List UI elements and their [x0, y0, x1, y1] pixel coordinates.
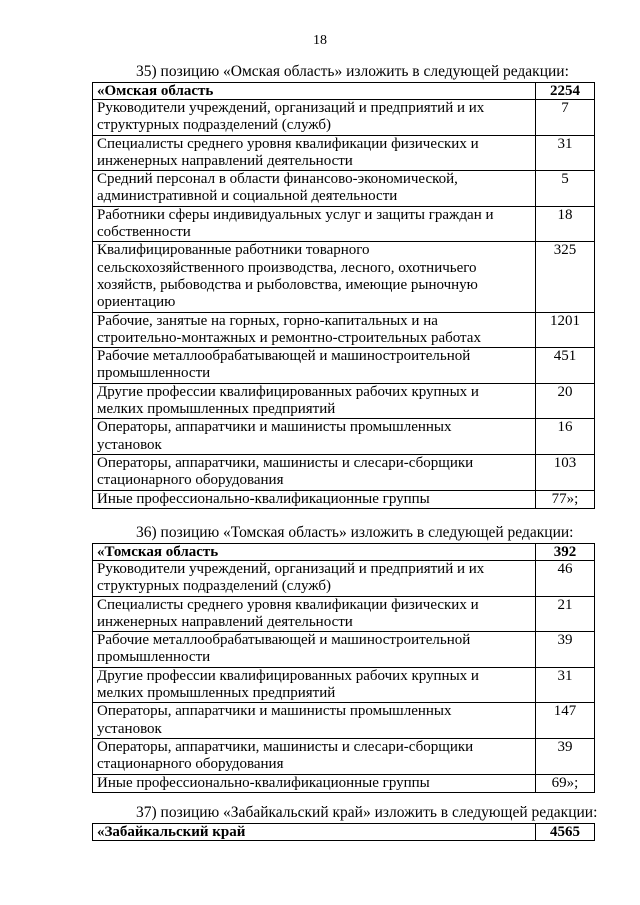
table-row — [93, 100, 595, 136]
region-name: «Томская область — [93, 544, 536, 561]
occupation-group-line: Руководители учреждений, организаций и предприятий и их — [97, 100, 485, 116]
region-name: «Забайкальский край — [93, 824, 536, 841]
occupation-group — [93, 703, 536, 739]
occupation-count: 39 — [536, 632, 595, 668]
zabaikalsky-table — [92, 823, 595, 841]
region-total: 392 — [536, 544, 595, 561]
occupation-group-line: установок — [97, 436, 162, 453]
occupation-count: 5 — [536, 171, 595, 207]
occupation-count: 77»; — [536, 490, 595, 508]
occupation-group — [93, 667, 536, 703]
occupation-count: 21 — [536, 596, 595, 632]
occupation-group — [93, 419, 536, 455]
occupation-group — [93, 312, 536, 348]
table-row — [93, 348, 595, 384]
occupation-group-line: установок — [97, 720, 162, 737]
table-header-row — [93, 544, 595, 561]
region-total: 2254 — [536, 83, 595, 100]
occupation-group — [93, 596, 536, 632]
occupation-count: 39 — [536, 738, 595, 774]
occupation-group-line: структурных подразделений (служб) — [97, 578, 332, 595]
occupation-count: 147 — [536, 703, 595, 739]
occupation-count: 7 — [536, 100, 595, 136]
occupation-count: 1201 — [536, 312, 595, 348]
table-row — [93, 561, 595, 597]
occupation-group — [93, 561, 536, 597]
occupation-group-line: Операторы, аппаратчики, машинисты и слесари-сборщики — [97, 454, 474, 471]
occupation-group — [93, 100, 536, 136]
occupation-group-line: Специалисты среднего уровня квалификации физических и — [97, 596, 479, 613]
occupation-group-line: строительно-монтажных и ремонтно-строительных работах — [97, 329, 481, 346]
occupation-group-line: Средний персонал в области финансово-экономической, — [97, 171, 458, 188]
occupation-group-line: Иные профессионально-квалификационные группы — [97, 490, 430, 507]
occupation-count: 31 — [536, 135, 595, 171]
occupation-group — [93, 206, 536, 242]
occupation-group — [93, 242, 536, 312]
table-row — [93, 738, 595, 774]
table-row — [93, 490, 595, 508]
omsk-table — [92, 82, 595, 509]
table-row — [93, 667, 595, 703]
occupation-group-line: хозяйств, рыбоводства и рыболовства, имеющие рыночную — [97, 276, 478, 293]
occupation-group-line: административной и социальной деятельности — [97, 188, 398, 205]
occupation-group-line: стационарного оборудования — [97, 472, 284, 489]
occupation-group-line: промышленности — [97, 649, 211, 666]
table-row — [93, 774, 595, 792]
occupation-count: 69»; — [536, 774, 595, 792]
occupation-group-line: сельскохозяйственного производства, лесного, охотничьего — [97, 259, 477, 276]
region-total: 4565 — [536, 824, 595, 841]
table-row — [93, 206, 595, 242]
occupation-count: 103 — [536, 454, 595, 490]
occupation-group-line: Рабочие металлообрабатывающей и машиностроительной — [97, 348, 471, 365]
occupation-group-line: Специалисты среднего уровня квалификации физических и — [97, 135, 479, 152]
occupation-count: 31 — [536, 667, 595, 703]
occupation-group — [93, 454, 536, 490]
occupation-group-line: Другие профессии квалифицированных рабочих крупных и — [97, 383, 479, 400]
table-header-row — [93, 824, 595, 841]
occupation-group-line: промышленности — [97, 365, 211, 382]
occupation-group-line: структурных подразделений (служб) — [97, 117, 332, 134]
occupation-group — [93, 171, 536, 207]
table-row — [93, 171, 595, 207]
table-row — [93, 242, 595, 312]
occupation-group-line: собственности — [97, 224, 191, 241]
occupation-group-line: мелких промышленных предприятий — [97, 685, 336, 702]
occupation-count: 16 — [536, 419, 595, 455]
region-name: «Омская область — [93, 83, 536, 100]
occupation-group-line: Операторы, аппаратчики, машинисты и слесари-сборщики — [97, 738, 474, 755]
tomsk-table — [92, 543, 595, 793]
occupation-group-line: Другие профессии квалифицированных рабочих крупных и — [97, 667, 479, 684]
occupation-group-line: Руководители учреждений, организаций и предприятий и их — [97, 561, 485, 577]
occupation-group-line: инженерных направлений деятельности — [97, 613, 353, 630]
section-intro-35: 35) позицию «Омская область» изложить в следующей редакции: — [136, 63, 569, 80]
occupation-count: 18 — [536, 206, 595, 242]
occupation-group — [93, 738, 536, 774]
page-number: 18 — [313, 33, 327, 48]
occupation-group-line: мелких промышленных предприятий — [97, 401, 336, 418]
section-intro-37: 37) позицию «Забайкальский край» изложить в следующей редакции: — [136, 804, 598, 821]
table-row — [93, 703, 595, 739]
table-row — [93, 596, 595, 632]
occupation-group-line: Квалифицированные работники товарного — [97, 242, 370, 259]
occupation-count: 451 — [536, 348, 595, 384]
table-header-row — [93, 83, 595, 100]
occupation-group-line: ориентацию — [97, 294, 176, 311]
occupation-group-line: Рабочие металлообрабатывающей и машиностроительной — [97, 632, 471, 649]
section-intro-36: 36) позицию «Томская область» изложить в следующей редакции: — [136, 524, 574, 541]
table-row — [93, 454, 595, 490]
table-row — [93, 383, 595, 419]
occupation-group — [93, 383, 536, 419]
occupation-count: 20 — [536, 383, 595, 419]
occupation-group-line: Рабочие, занятые на горных, горно-капитальных и на — [97, 312, 438, 329]
table-row — [93, 312, 595, 348]
occupation-group-line: инженерных направлений деятельности — [97, 152, 353, 169]
occupation-group — [93, 348, 536, 384]
occupation-group — [93, 774, 536, 792]
occupation-group-line: Операторы, аппаратчики и машинисты промышленных — [97, 419, 452, 436]
occupation-group — [93, 632, 536, 668]
occupation-group-line: стационарного оборудования — [97, 756, 284, 773]
occupation-group — [93, 135, 536, 171]
occupation-group-line: Иные профессионально-квалификационные группы — [97, 774, 430, 791]
occupation-group-line: Работники сферы индивидуальных услуг и защиты граждан и — [97, 206, 494, 223]
table-row — [93, 135, 595, 171]
occupation-group — [93, 490, 536, 508]
table-row — [93, 632, 595, 668]
occupation-count: 325 — [536, 242, 595, 312]
occupation-group-line: Операторы, аппаратчики и машинисты промышленных — [97, 703, 452, 720]
occupation-count: 46 — [536, 561, 595, 597]
table-row — [93, 419, 595, 455]
